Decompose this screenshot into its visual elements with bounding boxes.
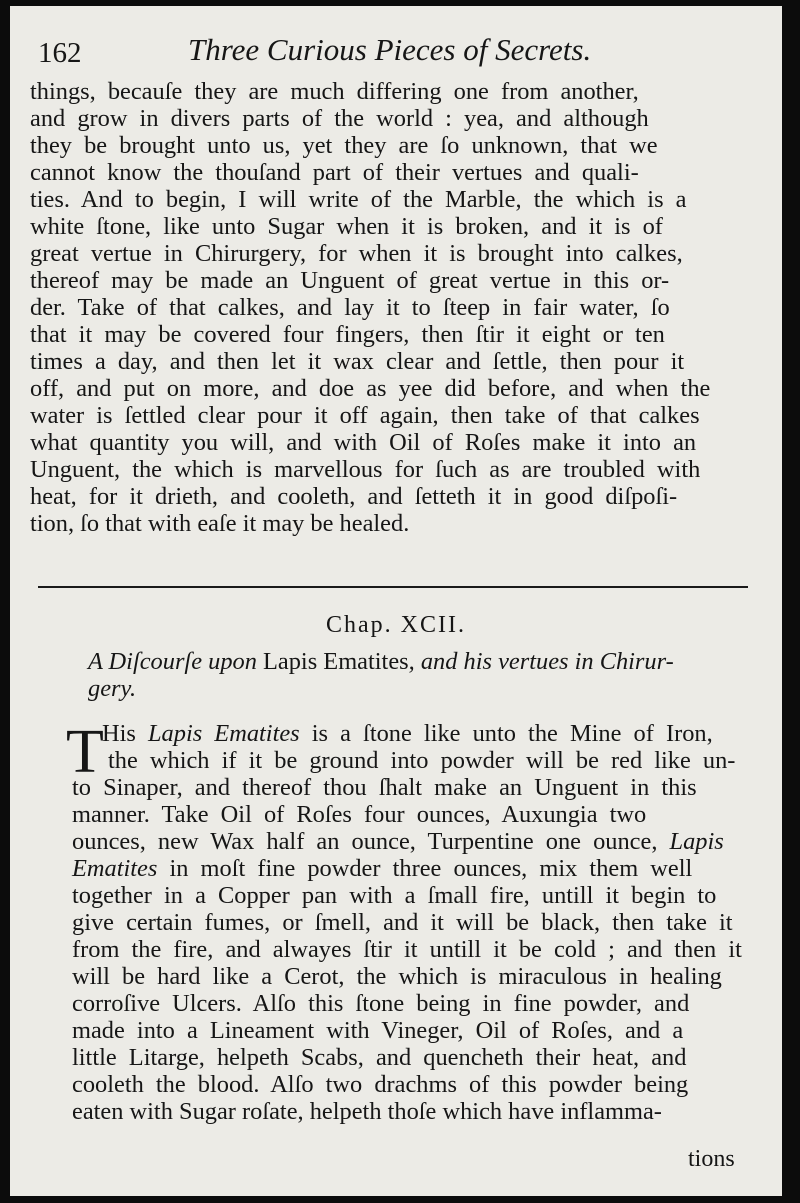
text-line: that it may be covered four fingers, then ſtir it eight or ten: [30, 321, 665, 348]
text-line: made into a Lineament with Vineger, Oil of Roſes, and a: [72, 1017, 684, 1044]
drop-cap: T: [66, 718, 104, 786]
chapter-heading: Chap. XCII.: [326, 612, 466, 638]
text-line: heat, for it drieth, and cooleth, and ſetteth it in good diſpoſi-: [30, 483, 678, 510]
subtitle-text: A Diſcourſe upon: [88, 648, 264, 675]
text-line: they be brought unto us, yet they are ſo unknown, that we: [30, 132, 658, 159]
text-run: is a ſtone like unto the Mine of Iron,: [299, 720, 713, 747]
text-line: from the fire, and alwayes ſtir it untill it be cold ; and then it: [72, 936, 742, 963]
book-page: [10, 6, 782, 1196]
text-line: corroſive Ulcers. Alſo this ſtone being in fine powder, and: [72, 990, 690, 1017]
chapter-subtitle: [88, 648, 768, 702]
page-header: [38, 30, 738, 74]
text-line: little Litarge, helpeth Scabs, and quencheth their heat, and: [72, 1044, 687, 1071]
text-line: what quantity you will, and with Oil of Roſes make it into an: [30, 429, 697, 456]
text-line: [72, 720, 772, 747]
subtitle-line: [88, 648, 768, 675]
text-line: cannot know the thouſand part of their vertues and quali-: [30, 159, 639, 186]
text-line: white ſtone, like unto Sugar when it is broken, and it is of: [30, 213, 663, 240]
text-line: great vertue in Chirurgery, for when it is brought into calkes,: [30, 240, 683, 267]
subtitle-term: Lapis Ematites: [263, 648, 409, 675]
text-line: manner. Take Oil of Roſes four ounces, Auxungia two: [72, 801, 647, 828]
italic-term: Lapis Ematites: [147, 720, 300, 747]
text-line: der. Take of that calkes, and lay it to ſteep in fair water, ſo: [30, 294, 670, 321]
text-line: [72, 855, 772, 882]
text-line: together in a Copper pan with a ſmall fire, untill it begin to: [72, 882, 717, 909]
text-run: His: [102, 720, 148, 747]
running-title: Three Curious Pieces of Secrets.: [188, 32, 592, 67]
text-line: ties. And to begin, I will write of the Marble, the which is a: [30, 186, 687, 213]
text-line: water is ſettled clear pour it off again, then take of that calkes: [30, 402, 700, 429]
subtitle-line: gery.: [88, 675, 137, 702]
text-line: things, becauſe they are much differing one from another,: [30, 78, 639, 105]
text-line: to Sinaper, and thereof thou ſhalt make an Unguent in this: [72, 774, 697, 801]
catchword: tions: [688, 1146, 735, 1172]
text-line: thereof may be made an Unguent of great vertue in this or-: [30, 267, 670, 294]
page-number: 162: [38, 37, 82, 69]
text-run: in moſt fine powder three ounces, mix them well: [157, 855, 693, 882]
section-divider: [38, 586, 748, 588]
text-line: cooleth the blood. Alſo two drachms of this powder being: [72, 1071, 689, 1098]
text-run: ounces, new Wax half an ounce, Turpentine one ounce,: [72, 828, 670, 855]
italic-term: Lapis: [669, 828, 724, 855]
text-line: times a day, and then let it wax clear and ſettle, then pour it: [30, 348, 685, 375]
text-line: Unguent, the which is marvellous for ſuch as are troubled with: [30, 456, 701, 483]
paragraph-lapis-ematites: [72, 720, 772, 1125]
text-line: will be hard like a Cerot, the which is miraculous in healing: [72, 963, 722, 990]
text-line: the which if it be ground into powder will be red like un-: [108, 747, 736, 774]
text-line: eaten with Sugar roſate, helpeth thoſe which have inflamma-: [72, 1098, 662, 1125]
paragraph-marble: [30, 78, 760, 537]
subtitle-text: , and his vertues in Chirur-: [408, 648, 674, 675]
text-line: [72, 828, 772, 855]
text-line: off, and put on more, and doe as yee did before, and when the: [30, 375, 711, 402]
text-line: give certain fumes, or ſmell, and it will be black, then take it: [72, 909, 733, 936]
text-line: tion, ſo that with eaſe it may be healed.: [30, 510, 410, 537]
italic-term: Ematites: [72, 855, 158, 882]
text-line: and grow in divers parts of the world : yea, and although: [30, 105, 649, 132]
